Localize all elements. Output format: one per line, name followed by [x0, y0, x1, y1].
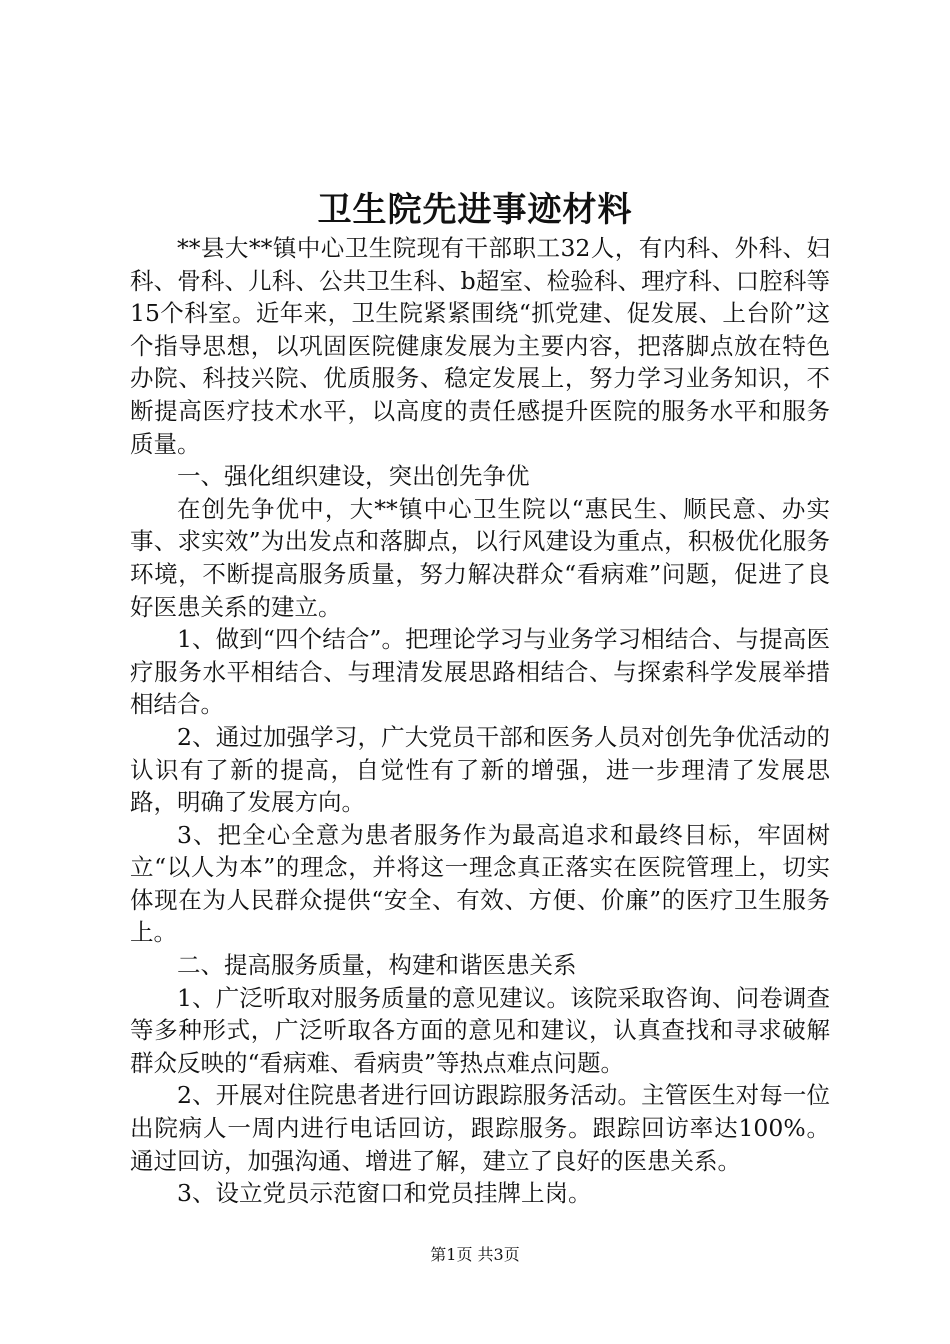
- paragraph: 3、把全心全意为患者服务作为最高追求和最终目标，牢固树立“以人为本”的理念，并将这一理念真正落实在医院管理上，切实体现在为人民群众提供“安全、有效、方便、价廉”的医疗卫生服务上。: [130, 820, 830, 947]
- paragraph: 2、开展对住院患者进行回访跟踪服务活动。主管医生对每一位出院病人一周内进行电话回访，跟踪服务。跟踪回访率达100%。通过回访，加强沟通、增进了解，建立了良好的医患关系。: [130, 1081, 830, 1175]
- document-title: 卫生院先进事迹材料: [317, 190, 633, 230]
- paragraph: 1、广泛听取对服务质量的意见建议。该院采取咨询、问卷调查等多种形式，广泛听取各方面的意见和建议，认真查找和寻求破解群众反映的“看病难、看病贵”等热点难点问题。: [130, 983, 830, 1077]
- section-heading-1: 一、强化组织建设，突出创先争优: [177, 462, 530, 491]
- section-heading-2: 二、提高服务质量，构建和谐医患关系: [177, 951, 577, 980]
- document-body: [130, 232, 830, 1210]
- paragraph: 2、通过加强学习，广大党员干部和医务人员对创先争优活动的认识有了新的提高，自觉性有了新的增强，进一步理清了发展思路，明确了发展方向。: [130, 722, 830, 817]
- paragraph: 1、做到“四个结合”。把理论学习与业务学习相结合、与提高医疗服务水平相结合、与理清发展思路相结合、与探索科学发展举措相结合。: [130, 625, 830, 719]
- page-footer: 第1页 共3页: [430, 1245, 520, 1264]
- paragraph: 3、设立党员示范窗口和党员挂牌上岗。: [177, 1179, 592, 1208]
- paragraph: 在创先争优中，大**镇中心卫生院以“惠民生、顺民意、办实事、求实效”为出发点和落脚点，以行风建设为重点，积极优化服务环境，不断提高服务质量，努力解决群众“看病难”问题，促进了良好医患关系的建立。: [130, 494, 830, 621]
- paragraph-intro: **县大**镇中心卫生院现有干部职工32人，有内科、外科、妇科、骨科、儿科、公共卫生科、b超室、检验科、理疗科、口腔科等15个科室。近年来，卫生院紧紧围绕“抓党建、促发展、上台阶”这个指导思想，以巩固医院健康发展为主要内容，把落脚点放在特色办院、科技兴院、优质服务、稳定发展上，努力学习业务知识，不断提高医疗技术水平，以高度的责任感提升医院的服务水平和服务质量。: [130, 234, 830, 458]
